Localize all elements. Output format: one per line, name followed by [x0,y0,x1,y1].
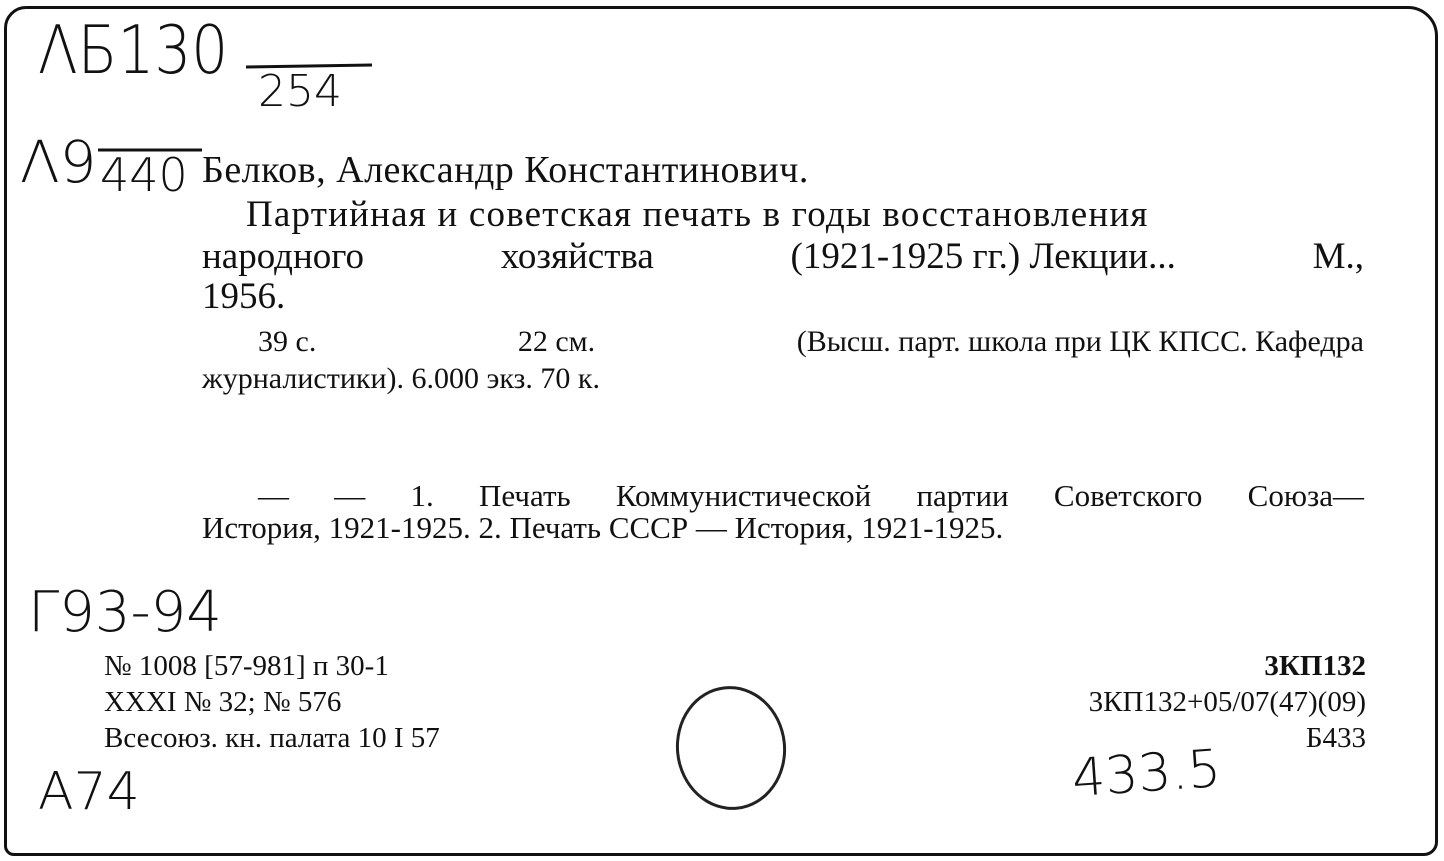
classification-code: 3КП132 [1264,650,1366,682]
imprint-year: 1956. [202,276,286,317]
handwritten-shelf-mark-2: Λ9 [20,128,97,196]
title-line-2 [202,235,1364,278]
handwritten-mark: А74 [38,762,140,822]
card-number-line: № 1008 [57-981] п 30-1 [104,650,389,682]
handwritten-shelf-mark-2-denominator: 440 [100,148,188,202]
handwritten-shelf-mark: ΛБ130 [38,10,229,90]
handwritten-price: 433.5 [1070,738,1223,810]
subject-headings-line-2: История, 1921-1925. 2. Печать СССР — История, 1921-1925. [202,510,1004,545]
pages: 39 с. [258,325,317,358]
collation-line-2: журналистики). 6.000 экз. 70 к. [202,362,600,395]
series-note: (Высш. парт. школа при ЦК КПСС. Кафедра [796,325,1364,358]
title-word: хозяйства [500,236,654,277]
size: 22 см. [517,325,596,358]
classification-full: 3КП132+05/07(47)(09) [1088,686,1366,718]
subject-headings-line-1: — — 1. Печать Коммунистической партии Советского Союза— [258,478,1364,513]
handwritten-shelf-mark-denominator: 254 [258,66,342,117]
title-word: (1921-1925 гг.) Лекции... [790,236,1176,277]
title-word: народного [202,236,365,277]
author-heading: Белков, Александр Константинович. [202,149,809,191]
registry-line: XXXI № 32; № 576 [104,686,342,718]
chamber-line: Всесоюз. кн. палата 10 I 57 [104,722,440,754]
imprint-place: М., [1312,236,1364,277]
collation-line-1 [258,325,1364,359]
title-line-1: Партийная и советская печать в годы восстановления [246,194,1149,235]
handwritten-accession-number: Г93-94 [28,580,222,645]
author-mark: Б433 [1305,722,1366,754]
